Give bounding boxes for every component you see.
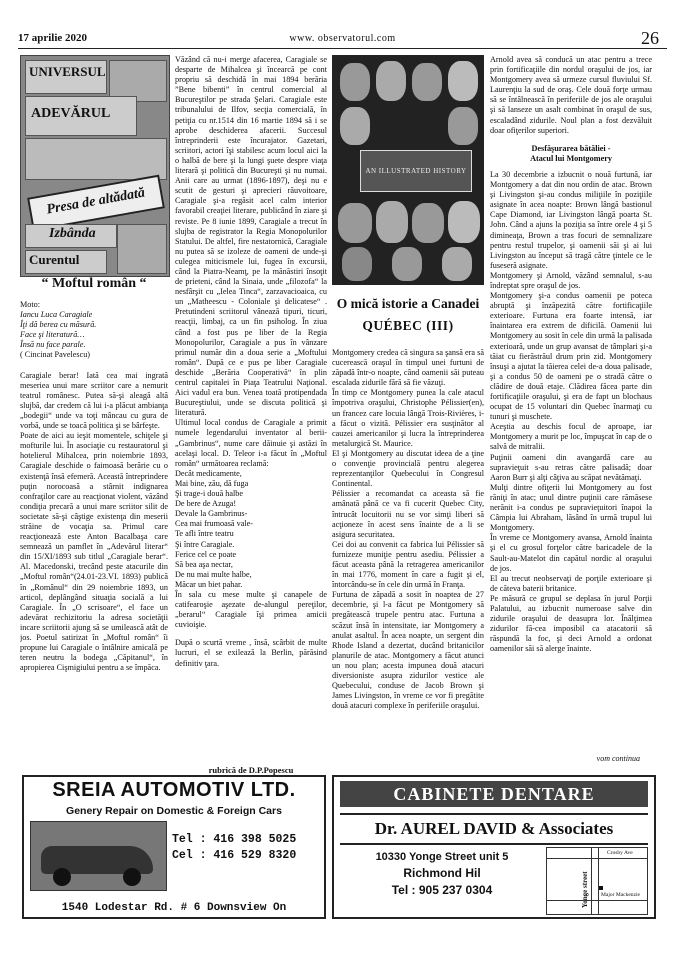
collage-label-curentul: Curentul [29,252,80,267]
verse-line: Ferice cel ce poate [175,549,237,559]
paragraph: Pélissier a recomandat ca aceasta să fie amânată până ce va fi cucerit Quebec City, întrucât locuitorii nu se vor simţi liberi să acţioneze în acest sens înainte de a li se asigura securitatea. [332,489,484,539]
paragraph: El au trecut neobservaţi de porţile exterioare şi de căteva baterii britanice. [490,573,652,593]
paragraph: Caragiale berar! Iată cea mai ingrată meseriea unui mare scriitor care a nemurit teatrul românesc. Putea să-şi aleagă altă slujbă, dar credem că lui i-a plăcut ambianţa „bodegii“ unde va toţi mâncau cu gura de vorbă, unde se toacă politica şi se bârfeşte. [20,370,168,431]
article-column-1 [20,300,168,765]
ad-automotive[interactable] [22,775,326,919]
portrait [338,203,372,243]
paragraph: Montgomery şi Arnold, văzând semnalul, s-au îndreptat spre oraşul de jos. [490,270,652,290]
paragraph: În vreme ce Montgomery avansa, Arnold înainta şi el cu grosul forţelor către baricadele de la Sault-au-Matelot din capătul nordic al oraşului de jos. [490,533,652,573]
moto-line: Face şi literatură… [20,330,85,340]
map-road [547,900,647,901]
verse-line: Cea mai frumoasă vale- [175,519,253,529]
paragraph: Văzând că nu-i merge afacerea, Caragiale se desparte de Mihalcea şi încearcă pe cont propriu să deschidă în mai 1894 berăria ”Bene bibenti” în centrul comercial al Bucureştilor pe strada Şelari. Caragiale este tribunalului de Ilfov, secţia comercială, în petiţia cu nr.1514 din 16 martie 1894 să i se aprobe deschiderea afacerii. Succesul întreprinderii este încurajator. Gazetari, scriitori, actori îşi stabilesc acum locul aici la o halbă de bere şi la lungi şuete despre viaţa literară şi politică din Bucureşti şi nu numai. Anii care au urmat (1896-1897), deşi nu e scutit de gesturi şi aprecieri răuvoitoare, Caragiale şi-a regăsit acel calm interior favorabil creaţiei literare, publicând în ziare şi reviste. Pe 8 iunie 1899, Caragiale a trecut în slujba de registrator la Regia Monopolurilor Statului. De altfel, fire nestatornică, Caragiale nu putea să se izoleze de oameni de unde-şi culegea miticismele lui, fugea în excursii, când la Piatra-Neamţ, pe la mănăstiri însoţit de prieteni, când la Sinaia, unde „filozofa“ la nesfârşit cu „Ielea Tinca“, zarzavacioaica, cu un „Matheescu - Coloniale şi delicatese“ . Pretutindeni scriitorul vânează tipuri, ticuri, reacţii, limbaj, ca un fin psiholog. În ziua când a fost pus pe liber de la Regia Monopolurilor, Caragiale a pus în vânzare primul număr din a doua serie a „Moftului român“. După ce e pus pe liber Caragiale deschide „Berăria Cooperativă“ în plin centrul capitalei în Piaţa Teatrului Naţional. Aici vadul era bun. Venea toată protipendada Bucureştiului, unde se discuta politică şi literatură. [175,55,327,418]
paragraph: După o scurtă vreme , însă, scârbit de multe lucruri, el se exilează la Berlin, părăsind definitiv ţara. [175,638,327,668]
page-header [18,28,667,48]
portrait [412,63,442,101]
portrait [392,247,422,281]
map-road-yonge [591,848,599,914]
map-label-yonge: Yonge street [581,871,589,908]
book-cover-label: AN ILLUSTRATED HISTORY [360,150,472,192]
ad-automotive-address: 1540 Lodestar Rd. # 6 Downsview On [61,902,287,914]
verse-line: Măcar un biet pahar. [175,579,243,589]
header-rule [18,48,667,49]
ad-dental-band: CABINETE DENTARE [340,781,648,807]
car-wheel-shape [53,868,71,886]
verse-line: Te afli între teatru [175,529,234,539]
newspaper-clip [25,138,167,180]
moto-line: Îţi dă berea cu măsură. [20,320,97,330]
page-number: 26 [641,28,659,48]
article-subtitle-quebec: QUÉBEC (III) [362,318,454,333]
ad-dental-doctor: Dr. AUREL DAVID & Associates [340,813,648,845]
verse-line: De bere de Azuga! [175,499,237,509]
continued-note: vom continua [596,754,640,763]
issue-date: 17 aprilie 2020 [18,32,88,44]
car-photo [30,821,167,891]
ad-automotive-cel[interactable]: Cel : 416 529 8320 [172,849,297,862]
map-label-crosby: Crosby Ave [607,850,633,856]
paragraph: Cei doi au convenit ca fabrica lui Pélissier să furnizeze muniţie pentru asediu. Pélissier a făcut aceasta până la retragerea americanilor în mai 1776, moment în care a fugit şi el, întorcându-se în cele din urmă în Franţa. [332,539,484,590]
paragraph: Poate de aici au ieşit momentele, schiţele şi mofturile lui. În asociaţie cu restauratorul şi hotelierul Mihalcea, prin noiembrie 1893, Caragiale deschide o faimoasă berărie cu o existenţă însă efemeră. Această întreprindere puţin norocoasă a stârnit indignarea confraţilor care au reacţionat violent, văzând condiţia precară a unui mare scriitor silit de societate să-şi câştige existenţa din meserii străine de vocaţia sa. Primul care reacţionează este Anton Bacalbaşa care semnează un pamflet în „Adevărul literar“ din 15/XI/1893 sub titlul „Caragiale berar“. Al. Macedonski, trecând peste atacurile din „Moftul român“(24.01-23.VI. 1893) publică în „Românul“ din 29 noiembrie 1893, un articol, deplângând situaţia socială a lui Caragiale. În „O scrisoare“, el face un adevărat rechizitoriu la adresa societăţii incare scriitorii ajung să se umilească atât de jos. Poetul satirizat în „Moftul român“ îi propune lui Caragiale o întâlnire amicală pe teren neutru la bodega „Căpitanul“, în apropierea Cişmigiului pentru a se împăca. [20,431,168,673]
portrait [340,63,370,101]
ad-dental-city: Richmond Hil [403,866,481,880]
verse-line: Şi trage-i două halbe [175,489,243,499]
portrait [442,247,472,281]
ad-automotive-subtitle: Genery Repair on Domestic & Foreign Cars [66,805,282,817]
portrait [376,61,406,101]
verse-line: Devale la Gambrinus- [175,509,248,519]
collage-label-izbanda: Izbânda [49,226,96,241]
paragraph: Puţinii oameni din avangardă care au supravieţuit s-au retras către palisadă; doar Aaron Burr şi alţi câţiva au scăpat nevătămaţi. [490,452,652,482]
paragraph: Ultimul local condus de Caragiale a primit numele legendarului inventator al berii- „Gambrinus“, nume care dăinuie şi astăzi în acelaşi local. D. Teleor i-a făcut în „Moftul român“ următoarea reclamă: [175,418,327,468]
portrait [448,107,478,145]
map-label-major: Major Mackenzie [601,892,640,898]
portrait [376,201,408,243]
verse-line: Decât medicamente, [175,468,242,478]
portrait [412,203,444,243]
article-column-3 [332,348,484,760]
paragraph: Mulţi dintre ofiţerii lui Montgomery au fost răniţi în atac; unul dintre puţinii care rămăsese nerănit i-a condus pe supravieţuitori înapoi la Câmpia lui Abraham, lăsând în urmă trupul lui Montgomery. [490,482,652,533]
collage-label-universul: UNIVERSUL [29,64,106,79]
article-column-2 [175,55,327,765]
verse-line: Mai bine, zău, dă fuga [175,478,249,488]
paragraph: Aceştia au deschis focul de aproape, iar Montgomery a murit pe loc, împuşcat în cap de o salvă de mitralii. [490,422,652,452]
ad-dental-address-line: 10330 Yonge Street unit 5 [375,851,509,863]
verse-line: Şi între Caragiale. [175,539,235,549]
paragraph: El şi Montgomery au discutat ideea de a ţine o convenţie provincială pentru alegerea reprezentanţilor Quebecului în Congresul Continental. [332,448,484,489]
car-wheel-shape [123,868,141,886]
paragraph: Montgomery şi-a condus oamenii pe poteca abruptă şi înzăpezită către fortificaţiile exterioare. Furtuna era foarte intensă, iar înaintarea era extrem de dificilă. Oamenii lui Montgomery au sosit în cele din urmă la palisada exterioară, unde un grup avansat de tâmplari şi-a tăiat cu fierăstrăul drum prin zid. Montgomery însuşi a ajutat la tăierea celei de-a doua palisade, şi a condus 50 de oameni pe o stradă către o clădire de două etaje. Clădirea făcea parte din fortificaţiile oraşului, şi era de fapt un blochaus ocupat de 15 voluntari din Quebec înarmaţi cu tunuri şi muschete. [490,291,652,422]
paragraph: Arnold avea să conducă un atac pentru a trece prin fortificaţiile din nordul oraşului de jos, iar Montgomery avea să urmeze cursul fluviului Sf. Laurenţiu la sud de oraş. Cele două forţe urmau să se întâlnească în periferiile de jos ale oraşului şi să lanseze un asalt combinat în oraşul de sus, escaladând zidurile. Noul plan a fost dezvăluit doar ofiţerilor superiori. [490,55,652,135]
map-location-marker [599,886,603,890]
portrait [448,61,478,101]
ad-dental[interactable] [332,775,656,919]
subheading [490,144,652,164]
paragraph: Montgomery credea că singura sa şansă era să cucerească oraşul în timpul unei furtuni de zăpadă într-o noapte, când oamenii săi puteau escalada zidurile fără să fie văzuţi. [332,348,484,388]
location-map [546,847,648,915]
portrait [342,247,372,281]
paragraph: La 30 decembrie a izbucnit o nouă furtună, iar Montgomery a dat din nou ordin de atac. Brown şi Livingston şi-au condus miliţiile în poziţiile asignate în acea noapte: Brown lângă bastionul Cape Diamond, iar Livingston lângă poarta St. John. Când a ajuns la poziţia sa între orele 4 şi 5 dimineaţa, Brown a tras focuri de semnalizare pentru restul trupelor, şi oamenii săi şi ai lui Livingston au început să tragă către ţintele ce le fuseseră asignate. [490,169,652,270]
verse-line: Să bea aşa nectar, [175,559,233,569]
subheading-line: Desfăşurarea bătăliei - [531,143,611,153]
paragraph: În sala cu mese multe şi canapele de catifearoşie aşezate de-alungul pereţilor, „berarul“ Caragiale îşi primea amicii cuvioişie. [175,589,327,630]
ad-automotive-tel[interactable]: Tel : 416 398 5025 [172,833,297,846]
paragraph: Furtuna de zăpadă a sosit în noaptea de 27 decembrie, şi l-a făcut pe Montgomery să pregătească trupele pentru atac. Furtuna a scăzut însă în intensitate, iar Montgomery a anulat asaltul. În acea noapte, un sergent din Rhode Island a dezertat, ducând britanicilor planurile de atac. Montgomery a făcut atunci un nou plan; acesta impunea două atacuri diversioniste asupra zidurilor vestice ale Quebecului, conduse de Jacob Brown şi James Livingston, în vreme ce vor fi pregătite două atacuri complexe în periferiile oraşului. [332,590,484,711]
moto-label: Moto: [20,300,41,309]
old-press-collage-image [20,55,170,277]
byline: rubrică de D.P.Popescu [208,765,294,775]
ad-dental-tel[interactable]: Tel : 905 237 0304 [391,883,493,897]
moto-line: Însă nu face parale. [20,340,86,350]
article-column-4 [490,55,652,760]
portrait [340,107,370,145]
portrait [448,201,480,243]
ad-automotive-title: SREIA AUTOMOTIV LTD. [52,779,296,801]
paragraph: În timp ce Montgomery punea la cale atacul împotriva oraşului, Christophe Pélissier(en), un francez care locuia lângă Trois-Rivières, i-a făcut o vizită. Pélissier era susţinător al cauzei americanilor şi lucra la întreprinderea metalurgică St. Maurice. [332,388,484,448]
moto-line: Iancu Luca Caragiale [20,310,93,320]
newspaper-clip [117,224,167,274]
moto-attribution: ( Cincinat Pavelescu) [20,350,91,360]
article-title-canada: O mică istorie a Canadei [336,296,480,311]
article-title-moftul: “ Moftul român “ [41,276,147,291]
verse-line: De nu mai multe halbe, [175,569,252,579]
paragraph: Pe măsură ce grupul se deplasa în jurul Porţii Palatului, au izbucnit numeroase salve din zidurile oraşului de deasupra lor. Înălţimea zidurilor fă-cea imposibil ca atacatorii să răspundă la foc, şi deci Arnold a ordonat oamenilor săi să alerge înainte. [490,593,652,654]
collage-label-adevarul: ADEVĂRUL [31,106,111,121]
site-url[interactable]: www. observatorul.com [289,33,396,44]
subheading-line: Atacul lui Montgomery [530,153,612,163]
collage-stamp: Presa de altădată [27,175,165,232]
